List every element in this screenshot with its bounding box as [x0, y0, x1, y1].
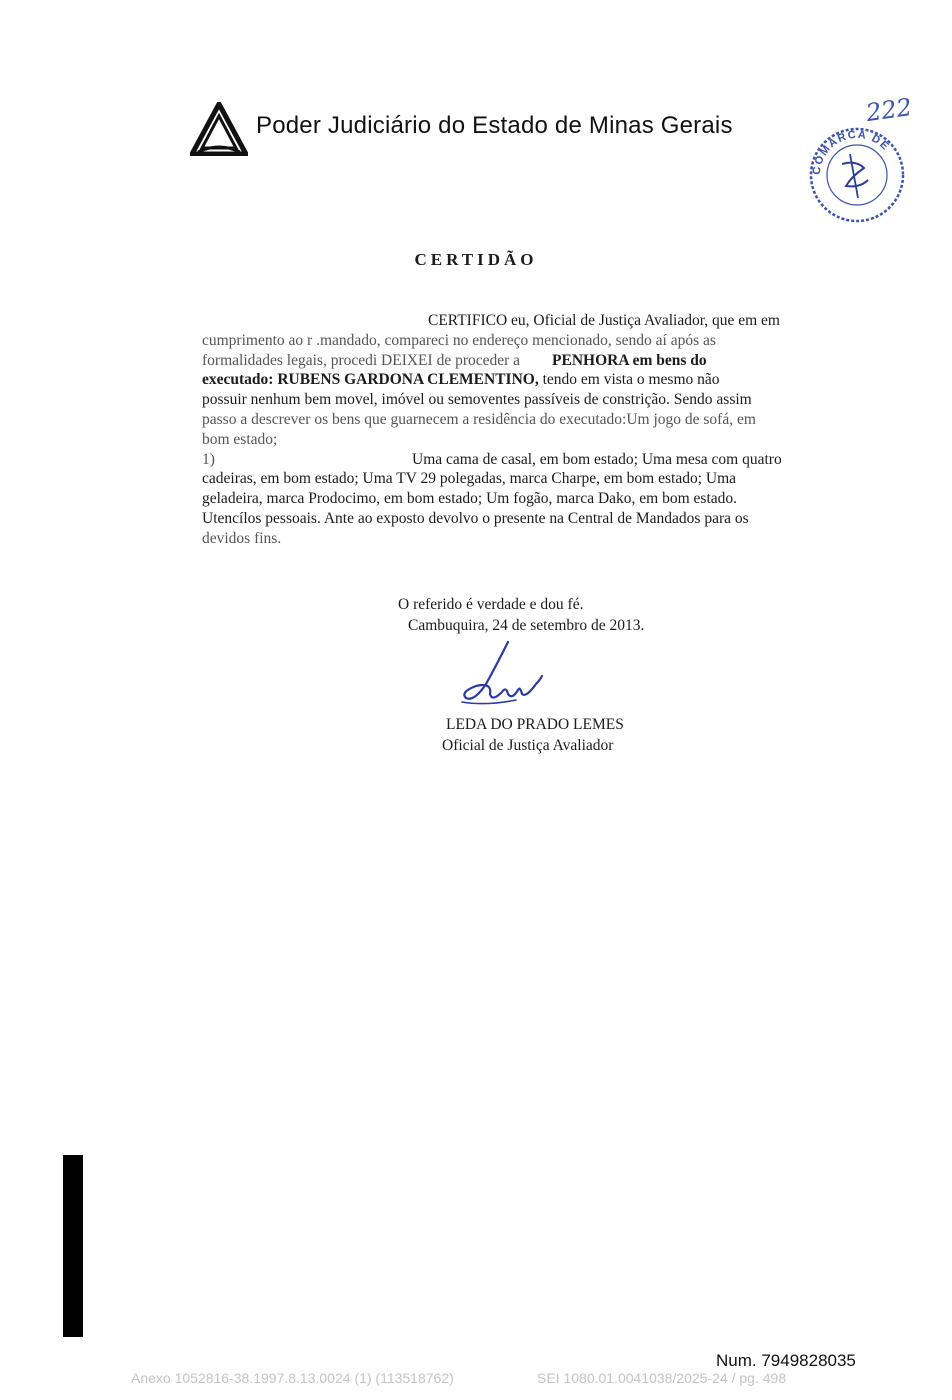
- body-line: devidos fins.: [202, 529, 282, 547]
- body-line: possuir nenhum bem movel, imóvel ou semoventes passíveis de constrição. Sendo assim: [202, 391, 752, 409]
- handwritten-page-number: 222: [864, 92, 914, 128]
- body-line-part: Uma cama de casal, em bom estado; Uma mesa com quatro: [412, 450, 782, 468]
- penhora-text: PENHORA em bens do: [552, 351, 707, 369]
- body-line-part: tendo em vista o mesmo não: [538, 371, 720, 389]
- body-line: [202, 351, 832, 371]
- letterhead: [190, 98, 830, 160]
- sei-reference: SEI 1080.01.0041038/2025-24 / pg. 498: [537, 1370, 787, 1386]
- document-number: Num. 7949828035: [716, 1351, 856, 1370]
- item-number: 1): [202, 450, 215, 468]
- comarca-stamp: [806, 124, 908, 226]
- body-line: [202, 370, 832, 390]
- org-name: Poder Judiciário do Estado de Minas Gerais: [256, 112, 733, 139]
- body-line-part: formalidades legais, procedi DEIXEI de proceder a: [202, 351, 521, 369]
- handwritten-signature: [456, 636, 556, 712]
- certificate-body: [202, 311, 832, 549]
- body-line: passo a descrever os bens que guarnecem a residência do executado:Um jogo de sofá, em: [202, 410, 756, 428]
- debtor-text: executado: RUBENS GARDONA CLEMENTINO,: [202, 371, 539, 389]
- body-line: geladeira, marca Prodocimo, em bom estado; Um fogão, marca Dako, em bom estado.: [202, 490, 738, 508]
- closing-block: [398, 594, 644, 636]
- judiciary-logo-icon: [190, 102, 248, 156]
- closing-statement: O referido é verdade e dou fé.: [398, 596, 584, 613]
- place-date: Cambuquira, 24 de setembro de 2013.: [408, 617, 645, 634]
- signer-title: Oficial de Justiça Avaliador: [442, 737, 614, 754]
- body-line: cadeiras, em bom estado; Uma TV 29 polegadas, marca Charpe, em bom estado; Uma: [202, 470, 737, 488]
- body-line: cumprimento ao r .mandado, compareci no endereço mencionado, sendo aí após as: [202, 331, 716, 349]
- signer-block: [442, 714, 624, 756]
- body-line: CERTIFICO eu, Oficial de Justiça Avaliador, que em em: [428, 312, 780, 329]
- svg-text:COMARCA DE: [811, 129, 892, 176]
- document-title: CERTIDÃO: [414, 250, 538, 269]
- body-line: [202, 450, 832, 470]
- annex-reference: Anexo 1052816-38.1997.8.13.0024 (1) (113518762): [131, 1370, 454, 1386]
- signer-name: LEDA DO PRADO LEMES: [446, 716, 624, 733]
- stamp-text: COMARCA DE: [810, 128, 892, 176]
- body-line: bom estado;: [202, 430, 278, 448]
- scan-edge-bar: [63, 1155, 83, 1337]
- body-line: Utencílos pessoais. Ante ao exposto devolvo o presente na Central de Mandados para os: [202, 509, 749, 527]
